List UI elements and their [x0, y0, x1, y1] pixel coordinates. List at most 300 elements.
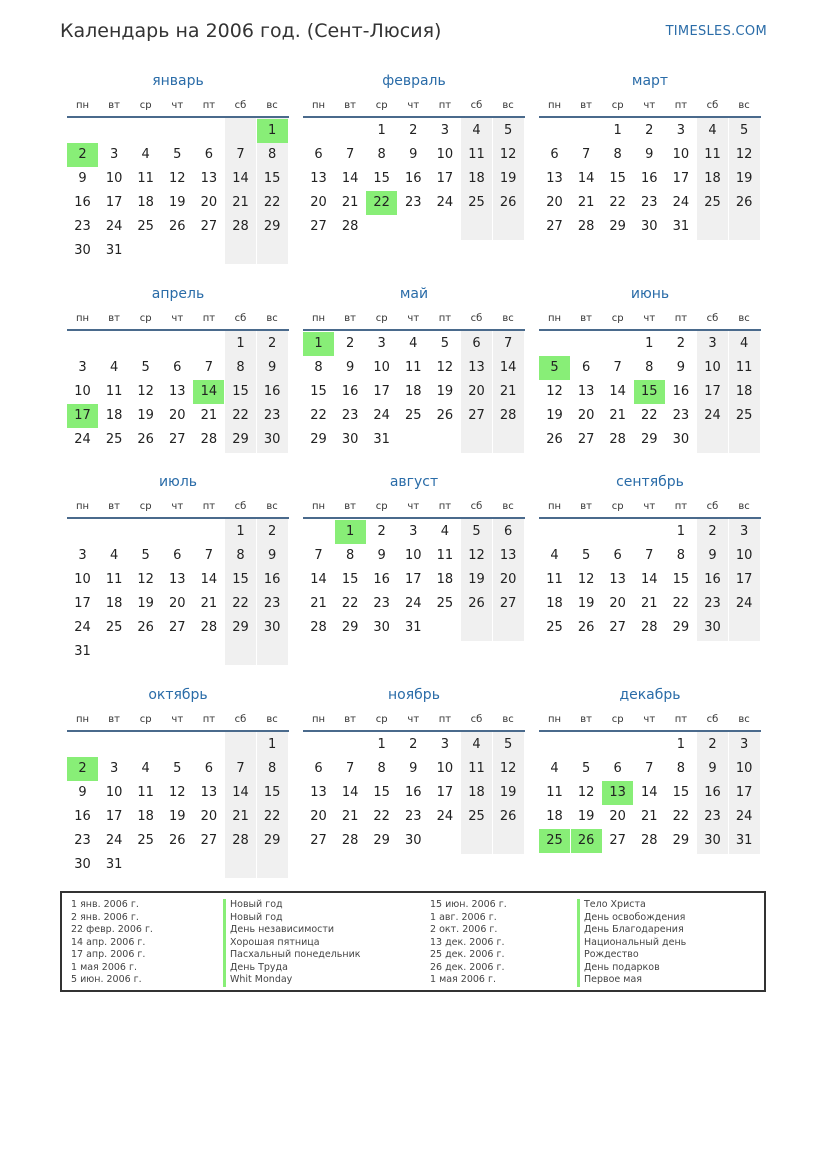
day-cell: 25: [137, 219, 154, 234]
day-cell: 16: [263, 384, 281, 399]
day-cell: 14: [341, 785, 359, 800]
day-cell: 22: [232, 596, 249, 611]
day-cell: 20: [609, 596, 626, 611]
day-cell: 28: [641, 833, 658, 848]
day-cell: 16: [672, 384, 690, 399]
day-cell: 23: [704, 596, 721, 611]
day-cell: 30: [641, 219, 658, 234]
day-cell: 26: [137, 620, 154, 635]
weekday-label: пн: [75, 100, 90, 111]
weekday-label: вс: [502, 501, 514, 512]
weekday-label: сб: [706, 501, 719, 512]
month-header-rule: [539, 116, 761, 118]
holiday-name: День Благодарения: [577, 924, 684, 937]
day-cell: 4: [472, 123, 481, 138]
day-cell: 10: [436, 147, 454, 162]
day-cell: 1: [377, 123, 386, 138]
holiday-date: 1 янв. 2006 г.: [71, 899, 139, 910]
day-cell: 21: [341, 809, 359, 824]
weekday-label: вс: [266, 714, 278, 725]
day-cell: 17: [373, 384, 390, 399]
month-header-rule: [67, 116, 289, 118]
day-cell: 2: [645, 123, 654, 138]
weekday-label: вс: [266, 313, 278, 324]
day-cell: 14: [641, 572, 658, 587]
weekday-label: чт: [171, 100, 184, 111]
day-cell: 13: [169, 572, 186, 587]
holiday-legend: [60, 891, 766, 992]
day-cell: 6: [581, 360, 591, 375]
day-cell: 6: [613, 548, 622, 563]
day-cell: 25: [436, 596, 454, 611]
day-cell: 31: [405, 620, 422, 635]
day-cell: 18: [546, 596, 563, 611]
day-cell: 17: [405, 572, 422, 587]
day-cell: 15: [672, 785, 690, 800]
day-cell: 25: [137, 833, 154, 848]
holiday-date: 25 дек. 2006 г.: [430, 949, 505, 960]
day-cell: 31: [74, 644, 91, 659]
day-cell: 17: [105, 809, 123, 824]
holiday-day-cell: 25: [539, 829, 570, 853]
day-cell: 14: [232, 785, 249, 800]
day-cell: 26: [169, 833, 186, 848]
day-cell: 27: [200, 833, 218, 848]
day-cell: 15: [232, 572, 249, 587]
holiday-date: 13 дек. 2006 г.: [430, 936, 505, 948]
weekday-label: пт: [438, 501, 452, 512]
day-cell: 23: [373, 596, 390, 611]
month-name: февраль: [382, 73, 446, 89]
day-cell: 21: [200, 408, 218, 423]
day-cell: 19: [169, 195, 186, 210]
day-cell: 25: [105, 620, 123, 635]
weekday-label: вт: [108, 714, 120, 725]
day-cell: 6: [173, 360, 182, 375]
weekday-label: вс: [738, 714, 750, 725]
holiday-date: 1 мая 2006 г.: [71, 961, 137, 973]
day-cell: 5: [503, 737, 513, 752]
holiday-name: Хорошая пятница: [223, 937, 320, 950]
day-cell: 2: [377, 524, 386, 539]
day-cell: 2: [267, 524, 277, 539]
page-title: Календарь на 2006 год. (Сент-Люсия): [60, 20, 442, 42]
month-header-rule: [539, 329, 761, 331]
holiday-date: 17 апр. 2006 г.: [71, 949, 146, 960]
day-cell: 24: [436, 195, 454, 210]
weekday-label: чт: [171, 313, 184, 324]
day-cell: 10: [735, 548, 753, 563]
day-cell: 5: [739, 123, 749, 138]
weekday-label: пн: [75, 501, 90, 512]
holiday-day-cell: 17: [67, 404, 98, 428]
day-cell: 3: [109, 761, 119, 776]
day-cell: 13: [310, 785, 327, 800]
weekday-label: вс: [266, 100, 278, 111]
weekday-label: ср: [611, 313, 624, 324]
month-name: июнь: [630, 286, 670, 302]
day-cell: 24: [74, 432, 91, 447]
day-cell: 7: [613, 360, 622, 375]
month-header-rule: [303, 517, 525, 519]
weekday-label: ср: [611, 501, 624, 512]
day-cell: 10: [436, 761, 454, 776]
day-cell: 4: [141, 147, 150, 162]
day-cell: 1: [377, 737, 386, 752]
holiday-day-cell: 1: [335, 520, 366, 544]
day-cell: 8: [613, 147, 622, 162]
day-cell: 10: [74, 572, 91, 587]
holiday-name: День подарков: [577, 962, 660, 975]
weekday-label: вт: [344, 714, 356, 725]
day-cell: 5: [581, 761, 591, 776]
day-cell: 28: [200, 432, 218, 447]
day-cell: 2: [345, 336, 355, 351]
day-cell: 21: [232, 195, 249, 210]
day-cell: 30: [263, 620, 281, 635]
day-cell: 21: [499, 384, 517, 399]
month-block: [67, 474, 289, 674]
month-block: [303, 286, 525, 486]
day-cell: 10: [105, 171, 123, 186]
weekday-label: пт: [674, 714, 688, 725]
day-cell: 4: [472, 737, 481, 752]
day-cell: 23: [341, 408, 359, 423]
weekday-label: пт: [674, 100, 688, 111]
day-cell: 2: [708, 737, 717, 752]
day-cell: 12: [546, 384, 563, 399]
day-cell: 15: [341, 572, 359, 587]
day-cell: 21: [641, 809, 658, 824]
day-cell: 22: [609, 195, 626, 210]
day-cell: 14: [200, 572, 218, 587]
day-cell: 6: [314, 147, 323, 162]
day-cell: 4: [109, 548, 119, 563]
month-header-rule: [303, 329, 525, 331]
day-cell: 9: [267, 548, 277, 563]
day-cell: 16: [341, 384, 359, 399]
day-cell: 21: [200, 596, 218, 611]
day-cell: 18: [137, 195, 154, 210]
day-cell: 9: [676, 360, 686, 375]
day-cell: 11: [546, 785, 563, 800]
day-cell: 18: [735, 384, 753, 399]
month-name: декабрь: [619, 687, 681, 703]
day-cell: 5: [440, 336, 450, 351]
day-cell: 19: [577, 809, 595, 824]
day-cell: 31: [672, 219, 690, 234]
day-cell: 10: [405, 548, 422, 563]
day-cell: 14: [609, 384, 626, 399]
day-cell: 18: [468, 785, 485, 800]
day-cell: 20: [200, 809, 218, 824]
day-cell: 29: [310, 432, 327, 447]
day-cell: 31: [373, 432, 390, 447]
day-cell: 5: [141, 360, 150, 375]
day-cell: 23: [641, 195, 658, 210]
day-cell: 27: [468, 408, 485, 423]
weekday-label: вс: [738, 501, 750, 512]
weekday-label: чт: [407, 100, 420, 111]
day-cell: 15: [373, 785, 390, 800]
weekday-label: вс: [502, 100, 514, 111]
day-cell: 12: [169, 171, 186, 186]
weekday-label: пн: [547, 313, 562, 324]
weekday-label: сб: [470, 100, 483, 111]
day-cell: 13: [546, 171, 563, 186]
day-cell: 16: [373, 572, 390, 587]
day-cell: 24: [74, 620, 91, 635]
day-cell: 7: [236, 147, 245, 162]
day-cell: 15: [672, 572, 690, 587]
day-cell: 23: [405, 809, 422, 824]
day-cell: 26: [735, 195, 753, 210]
holiday-day-cell: 1: [303, 332, 334, 356]
weekday-label: вт: [580, 100, 592, 111]
weekday-label: чт: [171, 714, 184, 725]
day-cell: 12: [577, 572, 595, 587]
holiday-name: Новый год: [223, 899, 283, 912]
day-cell: 24: [105, 219, 123, 234]
day-cell: 11: [405, 360, 422, 375]
day-cell: 18: [105, 596, 123, 611]
day-cell: 20: [546, 195, 563, 210]
holiday-day-cell: 5: [539, 356, 570, 380]
day-cell: 5: [581, 548, 591, 563]
day-cell: 24: [405, 596, 422, 611]
day-cell: 8: [645, 360, 654, 375]
weekday-label: пт: [674, 313, 688, 324]
weekday-label: ср: [375, 313, 388, 324]
day-cell: 22: [373, 809, 390, 824]
day-cell: 14: [232, 171, 249, 186]
day-cell: 8: [377, 147, 386, 162]
weekday-label: пн: [311, 501, 326, 512]
weekday-label: вт: [108, 100, 120, 111]
weekday-label: сб: [470, 501, 483, 512]
weekday-label: чт: [407, 313, 420, 324]
holiday-name: День независимости: [223, 924, 334, 937]
weekday-label: чт: [171, 501, 184, 512]
day-cell: 9: [78, 785, 87, 800]
weekday-label: пн: [311, 313, 326, 324]
day-cell: 1: [267, 737, 277, 752]
day-cell: 9: [645, 147, 654, 162]
weekday-label: сб: [234, 100, 247, 111]
day-cell: 7: [503, 336, 513, 351]
weekday-label: пн: [311, 714, 326, 725]
day-cell: 10: [74, 384, 91, 399]
month-block: [539, 73, 761, 273]
day-cell: 22: [232, 408, 249, 423]
day-cell: 20: [609, 809, 626, 824]
day-cell: 18: [405, 384, 422, 399]
weekday-label: ср: [139, 100, 152, 111]
holiday-day-cell: 2: [67, 143, 98, 167]
day-cell: 18: [137, 809, 154, 824]
day-cell: 7: [345, 761, 355, 776]
month-name: май: [399, 286, 429, 302]
day-cell: 7: [314, 548, 323, 563]
day-cell: 3: [78, 548, 87, 563]
day-cell: 17: [436, 171, 454, 186]
day-cell: 17: [735, 572, 753, 587]
month-header-rule: [67, 329, 289, 331]
day-cell: 14: [499, 360, 517, 375]
holiday-date: 22 февр. 2006 г.: [71, 924, 153, 935]
month-header-rule: [67, 730, 289, 732]
day-cell: 4: [739, 336, 749, 351]
day-cell: 3: [739, 737, 749, 752]
day-cell: 15: [609, 171, 626, 186]
weekday-label: сб: [470, 313, 483, 324]
day-cell: 24: [735, 596, 753, 611]
day-cell: 4: [708, 123, 717, 138]
day-cell: 26: [468, 596, 485, 611]
day-cell: 27: [577, 432, 595, 447]
month-block: [303, 687, 525, 887]
day-cell: 9: [708, 761, 717, 776]
day-cell: 3: [440, 737, 450, 752]
day-cell: 29: [263, 833, 281, 848]
day-cell: 2: [267, 336, 277, 351]
month-name: ноябрь: [388, 687, 440, 703]
day-cell: 6: [472, 336, 481, 351]
month-header-rule: [67, 517, 289, 519]
weekday-label: ср: [375, 714, 388, 725]
weekday-label: ср: [139, 313, 152, 324]
day-cell: 7: [581, 147, 591, 162]
day-cell: 24: [373, 408, 390, 423]
day-cell: 28: [310, 620, 327, 635]
month-block: [67, 73, 289, 273]
day-cell: 15: [310, 384, 327, 399]
day-cell: 3: [739, 524, 749, 539]
day-cell: 4: [550, 548, 559, 563]
weekday-label: вс: [502, 313, 514, 324]
day-cell: 4: [409, 336, 418, 351]
day-cell: 15: [373, 171, 390, 186]
day-cell: 28: [341, 219, 359, 234]
day-cell: 28: [641, 620, 658, 635]
day-cell: 3: [109, 147, 119, 162]
day-cell: 19: [169, 809, 186, 824]
day-cell: 13: [200, 785, 218, 800]
day-cell: 16: [74, 809, 91, 824]
day-cell: 21: [641, 596, 658, 611]
day-cell: 12: [577, 785, 595, 800]
holiday-date: 15 июн. 2006 г.: [430, 899, 507, 910]
weekday-label: пт: [438, 313, 452, 324]
day-cell: 30: [704, 833, 721, 848]
holiday-date: 14 апр. 2006 г.: [71, 936, 146, 948]
day-cell: 22: [672, 596, 690, 611]
day-cell: 3: [409, 524, 418, 539]
weekday-label: сб: [234, 501, 247, 512]
day-cell: 26: [436, 408, 454, 423]
day-cell: 20: [310, 195, 327, 210]
day-cell: 27: [546, 219, 563, 234]
holiday-date: 1 мая 2006 г.: [430, 974, 496, 985]
day-cell: 27: [310, 833, 327, 848]
day-cell: 6: [173, 548, 182, 563]
month-name: сентябрь: [616, 474, 684, 490]
day-cell: 14: [641, 785, 658, 800]
day-cell: 9: [409, 147, 418, 162]
day-cell: 16: [704, 572, 721, 587]
day-cell: 8: [236, 548, 245, 563]
day-cell: 28: [341, 833, 359, 848]
day-cell: 26: [137, 432, 154, 447]
day-cell: 25: [704, 195, 721, 210]
day-cell: 9: [78, 171, 87, 186]
weekday-label: вт: [580, 714, 592, 725]
day-cell: 14: [577, 171, 595, 186]
day-cell: 7: [204, 360, 214, 375]
month-name: июль: [158, 474, 198, 490]
weekday-label: вт: [580, 313, 592, 324]
day-cell: 1: [676, 737, 686, 752]
holiday-name: Тело Христа: [577, 899, 646, 912]
day-cell: 20: [468, 384, 485, 399]
day-cell: 18: [704, 171, 721, 186]
day-cell: 21: [341, 195, 359, 210]
day-cell: 4: [109, 360, 119, 375]
day-cell: 23: [704, 809, 721, 824]
holiday-name: Пасхальный понедельник: [223, 949, 361, 962]
day-cell: 13: [499, 548, 517, 563]
day-cell: 19: [499, 171, 517, 186]
brand-link[interactable]: TIMESLES.COM: [665, 24, 767, 39]
day-cell: 17: [105, 195, 123, 210]
month-name: январь: [152, 73, 204, 89]
day-cell: 29: [232, 620, 249, 635]
day-cell: 26: [546, 432, 563, 447]
day-cell: 30: [405, 833, 422, 848]
day-cell: 15: [232, 384, 249, 399]
weekday-label: вт: [108, 313, 120, 324]
day-cell: 22: [310, 408, 327, 423]
weekday-label: вс: [738, 100, 750, 111]
day-cell: 26: [499, 195, 517, 210]
weekday-label: пн: [547, 100, 562, 111]
day-cell: 21: [577, 195, 595, 210]
day-cell: 17: [704, 384, 721, 399]
day-cell: 11: [105, 572, 123, 587]
day-cell: 8: [314, 360, 323, 375]
day-cell: 25: [546, 620, 563, 635]
month-block: [539, 687, 761, 887]
weekday-label: чт: [643, 313, 656, 324]
day-cell: 19: [137, 596, 154, 611]
holiday-date: 2 янв. 2006 г.: [71, 911, 139, 923]
day-cell: 12: [499, 147, 517, 162]
day-cell: 6: [204, 761, 214, 776]
day-cell: 12: [436, 360, 454, 375]
day-cell: 29: [609, 219, 626, 234]
day-cell: 9: [409, 761, 418, 776]
holiday-name: День освобождения: [577, 912, 685, 925]
weekday-label: вт: [344, 313, 356, 324]
day-cell: 10: [735, 761, 753, 776]
day-cell: 24: [436, 809, 454, 824]
holiday-name: День Труда: [223, 962, 288, 975]
weekday-label: пт: [438, 100, 452, 111]
weekday-label: вт: [344, 501, 356, 512]
weekday-label: пт: [202, 313, 216, 324]
day-cell: 3: [440, 123, 450, 138]
day-cell: 21: [609, 408, 626, 423]
